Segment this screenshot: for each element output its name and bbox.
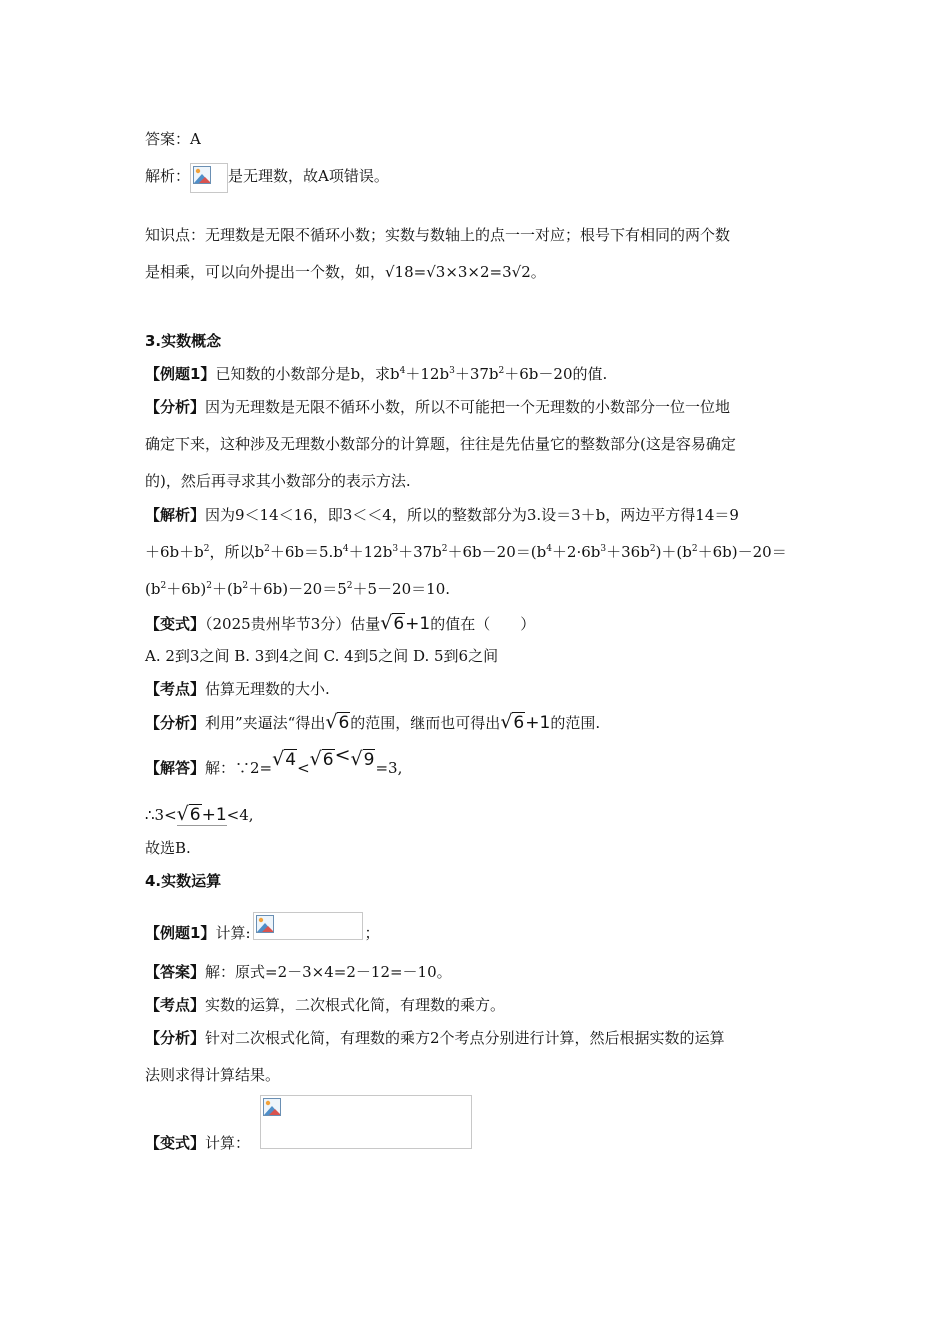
sqrt-6: √6 xyxy=(309,748,334,770)
exp: 2 xyxy=(346,581,353,591)
sol-text: )＋(b xyxy=(655,543,692,561)
sol-text: ＋(b xyxy=(211,580,243,598)
solution-tag: 【解析】 xyxy=(145,506,206,524)
broken-image-icon xyxy=(253,912,363,940)
variant-line xyxy=(145,613,535,634)
radicand: 6 xyxy=(189,805,201,825)
radicand: 6 xyxy=(338,713,350,733)
s4-variant-tag: 【变式】 xyxy=(145,1134,206,1152)
variant-text: 的值在（ ） xyxy=(430,615,536,633)
example1-text: ＋6b－20的值. xyxy=(504,365,608,383)
s4-example1-text: 计算: xyxy=(215,924,251,942)
sol-text: ＋36b xyxy=(606,543,650,561)
fenxi2-line xyxy=(145,712,600,733)
analysis-text: 因为无理数是无限不循环小数，所以不可能把一个无理数的小数部分一位一位地 xyxy=(205,398,731,416)
solution-line-2 xyxy=(145,542,787,562)
sol-text: ，所以b xyxy=(209,543,265,561)
s4-fenxi-line-2: 法则求得计算结果。 xyxy=(145,1066,281,1084)
variant-text: （2025贵州毕节3分）估量 xyxy=(205,615,381,633)
sqrt-expression: √6+1 xyxy=(176,803,227,825)
plus-one: +1 xyxy=(405,614,431,634)
exp: 3 xyxy=(392,544,399,554)
s4-kaodian-line xyxy=(145,995,505,1015)
kaodian-tag: 【考点】 xyxy=(145,680,206,698)
therefore-text: ∴3< xyxy=(145,806,177,824)
s4-example1-line xyxy=(145,912,380,943)
exp: 4 xyxy=(546,544,552,554)
s4-example1-tail: ； xyxy=(364,924,380,942)
radicand: 9 xyxy=(363,750,375,770)
radicand: 6 xyxy=(513,713,525,733)
example1-text: 已知数的小数部分是b，求b xyxy=(215,365,400,383)
broken-image-icon xyxy=(190,163,228,193)
answer-line xyxy=(145,129,201,149)
example1-tag: 【例题1】 xyxy=(145,365,216,383)
sol-text: ＋6b)－20＝5 xyxy=(248,580,347,598)
jiexi-text: 是无理数，故A项错误。 xyxy=(228,167,389,185)
sol-text: ＋2·6b xyxy=(551,543,601,561)
knowledge-line-2: 是相乘，可以向外提出一个数，如，√18=√3×3×2=3√2。 xyxy=(145,263,546,281)
lt: < xyxy=(334,744,351,766)
sol-text: (b xyxy=(145,580,161,598)
jieda-tag: 【解答】 xyxy=(145,759,206,777)
knowledge-line-1: 知识点：无理数是无限不循环小数；实数与数轴上的点一一对应；根号下有相同的两个数 xyxy=(145,226,731,244)
kaodian-text: 估算无理数的大小. xyxy=(205,680,330,698)
answer-label: 答案： xyxy=(145,130,191,148)
example1-text: ＋37b xyxy=(454,365,499,383)
exp: 4 xyxy=(399,366,406,376)
lt: < xyxy=(297,759,310,777)
analysis-line-1 xyxy=(145,397,730,417)
solution-text: 因为9＜14＜16，即3＜＜4，所以的整数部分为3.设＝3＋b，两边平方得14＝9 xyxy=(205,506,739,524)
jiexi-label: 解析： xyxy=(145,167,191,185)
analysis-line-3: 的)，然后再寻求其小数部分的表示方法. xyxy=(145,472,411,490)
section3-title: 3.实数概念 xyxy=(145,332,222,350)
sol-text: ＋37b xyxy=(398,543,442,561)
therefore-text: <4, xyxy=(226,806,254,824)
exp: 2 xyxy=(206,581,212,591)
analysis-tag: 【分析】 xyxy=(145,398,206,416)
sol-text: ＋6b＋b xyxy=(145,543,204,561)
example1-text: ＋12b xyxy=(405,365,450,383)
answer-value: A xyxy=(190,130,201,148)
choose-line: 故选B. xyxy=(145,839,191,857)
s4-answer-tag: 【答案】 xyxy=(145,963,206,981)
example1-line xyxy=(145,364,607,384)
variant-tag: 【变式】 xyxy=(145,615,206,633)
jiexi-line xyxy=(145,163,389,193)
exp: 2 xyxy=(441,544,448,554)
s4-kaodian-text: 实数的运算，二次根式化简，有理数的乘方。 xyxy=(205,996,506,1014)
exp: 3 xyxy=(449,366,455,376)
fenxi2-text: 的范围，继而也可得出 xyxy=(350,714,501,732)
sol-text: ＋12b xyxy=(348,543,393,561)
sol-text: ＋6b)－20＝ xyxy=(697,543,787,561)
sqrt-expression: √6+1 xyxy=(500,711,551,733)
s4-variant-line xyxy=(145,1133,250,1153)
s4-fenxi-text: 针对二次根式化简，有理数的乘方2个考点分别进行计算，然后根据实数的运算 xyxy=(205,1029,725,1047)
radicand: 6 xyxy=(393,614,405,634)
exp: 2 xyxy=(203,544,210,554)
sol-text: ＋6b) xyxy=(166,580,207,598)
fenxi2-tag: 【分析】 xyxy=(145,714,206,732)
s4-answer-text: 解：原式=2－3×4=2－12=－10。 xyxy=(205,963,452,981)
jieda-text: =3, xyxy=(375,759,403,777)
s4-kaodian-tag: 【考点】 xyxy=(145,996,206,1014)
broken-image-icon xyxy=(260,1095,472,1149)
kaodian-line xyxy=(145,679,330,699)
radicand: 4 xyxy=(285,750,297,770)
sqrt-9: √9 xyxy=(350,748,375,770)
exp: 2 xyxy=(242,581,249,591)
sqrt-4: √4 xyxy=(272,748,297,770)
exp: 2 xyxy=(691,544,698,554)
s4-answer-line xyxy=(145,962,452,982)
exp: 4 xyxy=(342,544,349,554)
fenxi2-text: 利用”夹逼法“得出 xyxy=(205,714,326,732)
plus-one: +1 xyxy=(201,805,227,825)
s4-variant-text: 计算： xyxy=(205,1134,251,1152)
therefore-line xyxy=(145,804,254,826)
exp: 2 xyxy=(649,544,656,554)
options-line: A. 2到3之间 B. 3到4之间 C. 4到5之间 D. 5到6之间 xyxy=(145,647,499,665)
exp: 2 xyxy=(264,544,270,554)
s4-fenxi-tag: 【分析】 xyxy=(145,1029,206,1047)
jieda-line xyxy=(145,744,403,778)
exp: 2 xyxy=(498,366,505,376)
analysis-line-2: 确定下来，这种涉及无理数小数部分的计算题，往往是先估量它的整数部分(这是容易确定 xyxy=(145,435,736,453)
solution-line-3 xyxy=(145,579,450,599)
sol-text: ＋6b－20＝(b xyxy=(447,543,547,561)
exp: 2 xyxy=(160,581,167,591)
sqrt-6: √6 xyxy=(325,711,350,733)
sol-text: ＋5－20＝10. xyxy=(352,580,451,598)
sol-text: ＋6b＝5.b xyxy=(269,543,343,561)
sqrt-expression: √6+1 xyxy=(380,612,431,634)
jieda-text: 解：∵2= xyxy=(205,759,273,777)
s4-fenxi-line-1 xyxy=(145,1028,725,1048)
solution-line-1 xyxy=(145,505,739,525)
plus-one: +1 xyxy=(525,713,551,733)
exp: 3 xyxy=(600,544,607,554)
radicand: 6 xyxy=(322,750,334,770)
section4-title: 4.实数运算 xyxy=(145,872,222,890)
fenxi2-text: 的范围. xyxy=(550,714,601,732)
s4-example1-tag: 【例题1】 xyxy=(145,924,216,942)
